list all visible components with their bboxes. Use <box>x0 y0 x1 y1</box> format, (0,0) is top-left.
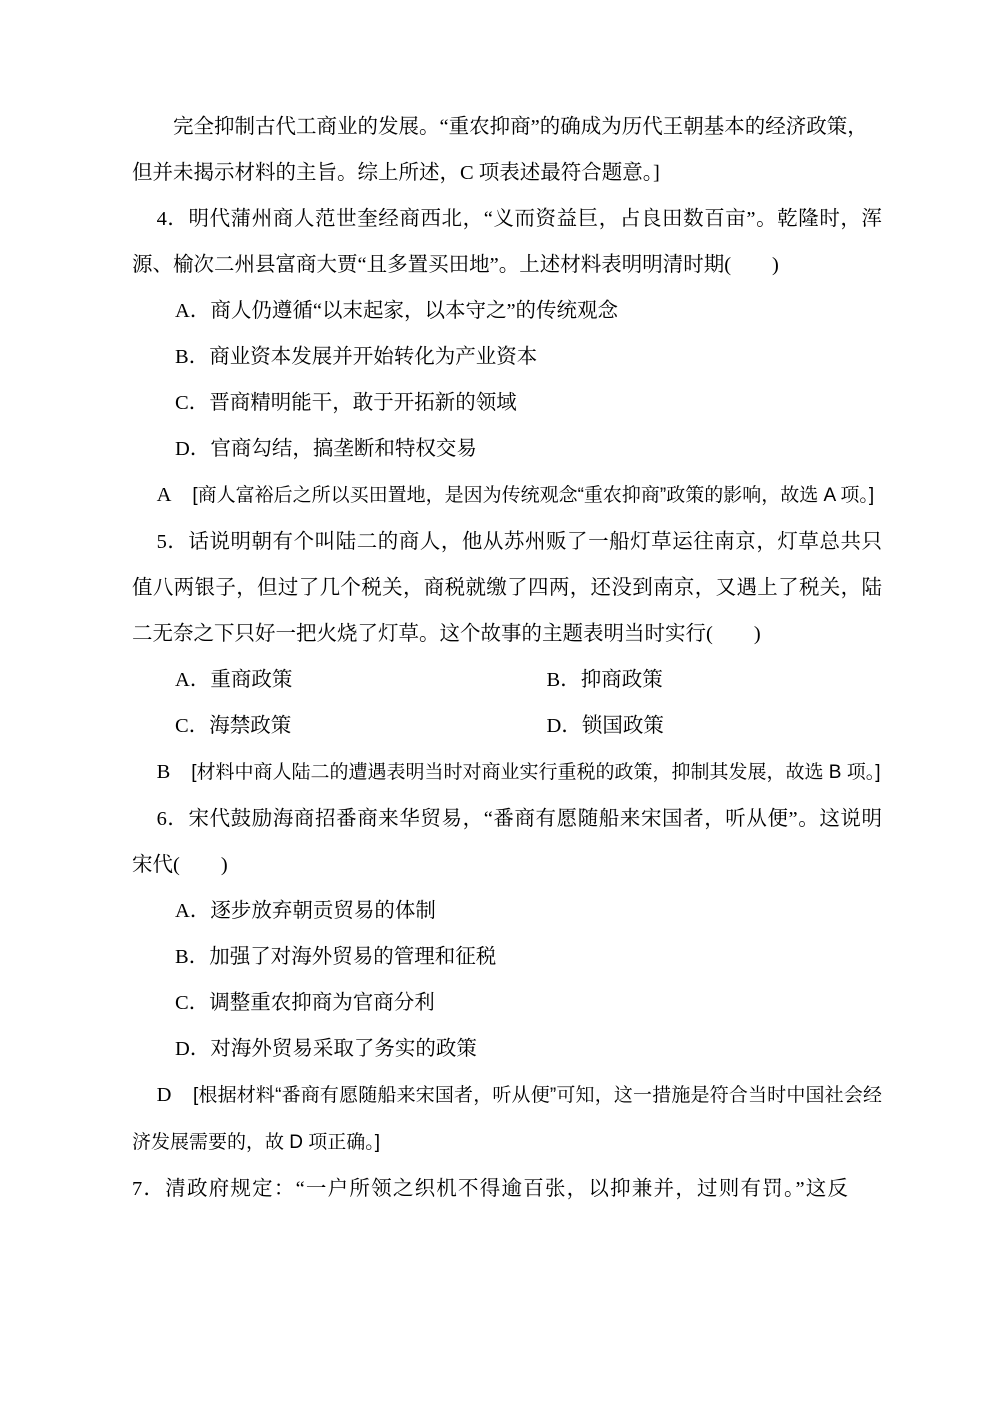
option-d-label: D． <box>546 715 582 737</box>
option-a-text: 逐步放弃朝贡贸易的体制 <box>210 900 436 922</box>
option-c-label: C． <box>175 992 210 1014</box>
option-c-label: C． <box>175 392 210 414</box>
question-6-option-d <box>132 1026 882 1072</box>
question-5-stem <box>132 519 882 657</box>
document-body <box>132 104 882 1212</box>
option-c-text: 晋商精明能干，敢于开拓新的领域 <box>209 392 517 414</box>
question-6-option-a <box>132 888 882 934</box>
question-6-answer-block <box>132 1072 882 1166</box>
option-c-text: 海禁政策 <box>209 715 292 737</box>
option-b-label: B． <box>175 346 210 368</box>
question-5-options-row-1 <box>132 657 882 703</box>
option-b-text: 抑商政策 <box>580 669 663 691</box>
option-a-text: 重商政策 <box>210 669 293 691</box>
continuation-line-2: 但并未揭示材料的主旨。综上所述，C 项表述最符合题意。] <box>132 162 660 184</box>
question-5-text: 话说明朝有个叫陆二的商人，他从苏州贩了一船灯草运往南京，灯草总共只值八两银子，但过了几个税关，商税就缴了四两，还没到南京，又遇上了税关，陆二无奈之下只好一把火烧了灯草。这个故事的主题表明当时实行( ) <box>132 531 883 645</box>
question-6 <box>132 796 882 1166</box>
option-d-text: 对海外贸易采取了务实的政策 <box>210 1038 477 1060</box>
question-5-answer: B <box>156 761 171 783</box>
question-6-text: 宋代鼓励海商招番商来华贸易，“番商有愿随船来宋国者，听从便”。这说明宋代( ) <box>132 808 882 876</box>
question-4-option-c <box>132 380 882 426</box>
option-b-label: B． <box>175 946 210 968</box>
question-4-explanation: [商人富裕后之所以买田置地，是因为传统观念“重农抑商”政策的影响，故选 A 项。] <box>192 485 875 506</box>
option-a-label: A． <box>175 669 211 691</box>
question-5-options-row-2 <box>132 703 882 749</box>
question-5 <box>132 519 882 796</box>
question-5-number: 5． <box>156 531 189 553</box>
question-4-answer-block <box>132 472 882 519</box>
question-4 <box>132 196 882 519</box>
option-d-label: D． <box>175 1038 211 1060</box>
question-5-option-c <box>175 703 528 749</box>
option-d-text: 锁国政策 <box>581 715 664 737</box>
question-4-number: 4． <box>156 208 189 230</box>
option-b-label: B． <box>546 669 581 691</box>
option-b-text: 商业资本发展并开始转化为产业资本 <box>209 346 538 368</box>
option-a-label: A． <box>175 900 211 922</box>
question-5-option-a <box>175 657 528 703</box>
question-5-explanation: [材料中商人陆二的遭遇表明当时对商业实行重税的政策，抑制其发展，故选 B 项。] <box>191 762 881 783</box>
question-6-option-b <box>132 934 882 980</box>
question-6-explanation: [根据材料“番商有愿随船来宋国者，听从便”可知，这一措施是符合当时中国社会经济发展需要的，故 D 项正确。] <box>132 1085 883 1153</box>
option-a-text: 商人仍遵循“以末起家，以本守之”的传统观念 <box>210 300 619 322</box>
question-6-number: 6． <box>156 808 189 830</box>
question-7-partial-line: 7．清政府规定：“一户所领之织机不得逾百张，以抑兼并，过则有罚。”这反 <box>132 1178 850 1200</box>
option-c-label: C． <box>175 715 210 737</box>
option-c-text: 调整重农抑商为官商分利 <box>209 992 435 1014</box>
question-6-option-c <box>132 980 882 1026</box>
question-6-answer: D <box>156 1084 172 1106</box>
question-4-option-a <box>132 288 882 334</box>
question-4-text: 明代蒲州商人范世奎经商西北，“义而资益巨，占良田数百亩”。乾隆时，浑源、榆次二州县富商大贾“且多置买田地”。上述材料表明明清时期( ) <box>132 208 882 276</box>
question-6-stem <box>132 796 882 888</box>
question-4-option-d <box>132 426 882 472</box>
question-4-answer: A <box>156 484 172 506</box>
continuation-line-1: 完全抑制古代工商业的发展。“重农抑商”的确成为历代王朝基本的经济政策， <box>173 116 868 138</box>
question-4-stem <box>132 196 882 288</box>
question-5-option-d <box>529 703 882 749</box>
question-5-option-b <box>529 657 882 703</box>
question-5-answer-block <box>132 749 882 796</box>
option-d-label: D． <box>175 438 211 460</box>
question-4-option-b <box>132 334 882 380</box>
option-b-text: 加强了对海外贸易的管理和征税 <box>209 946 497 968</box>
option-a-label: A． <box>175 300 211 322</box>
option-d-text: 官商勾结，搞垄断和特权交易 <box>210 438 477 460</box>
